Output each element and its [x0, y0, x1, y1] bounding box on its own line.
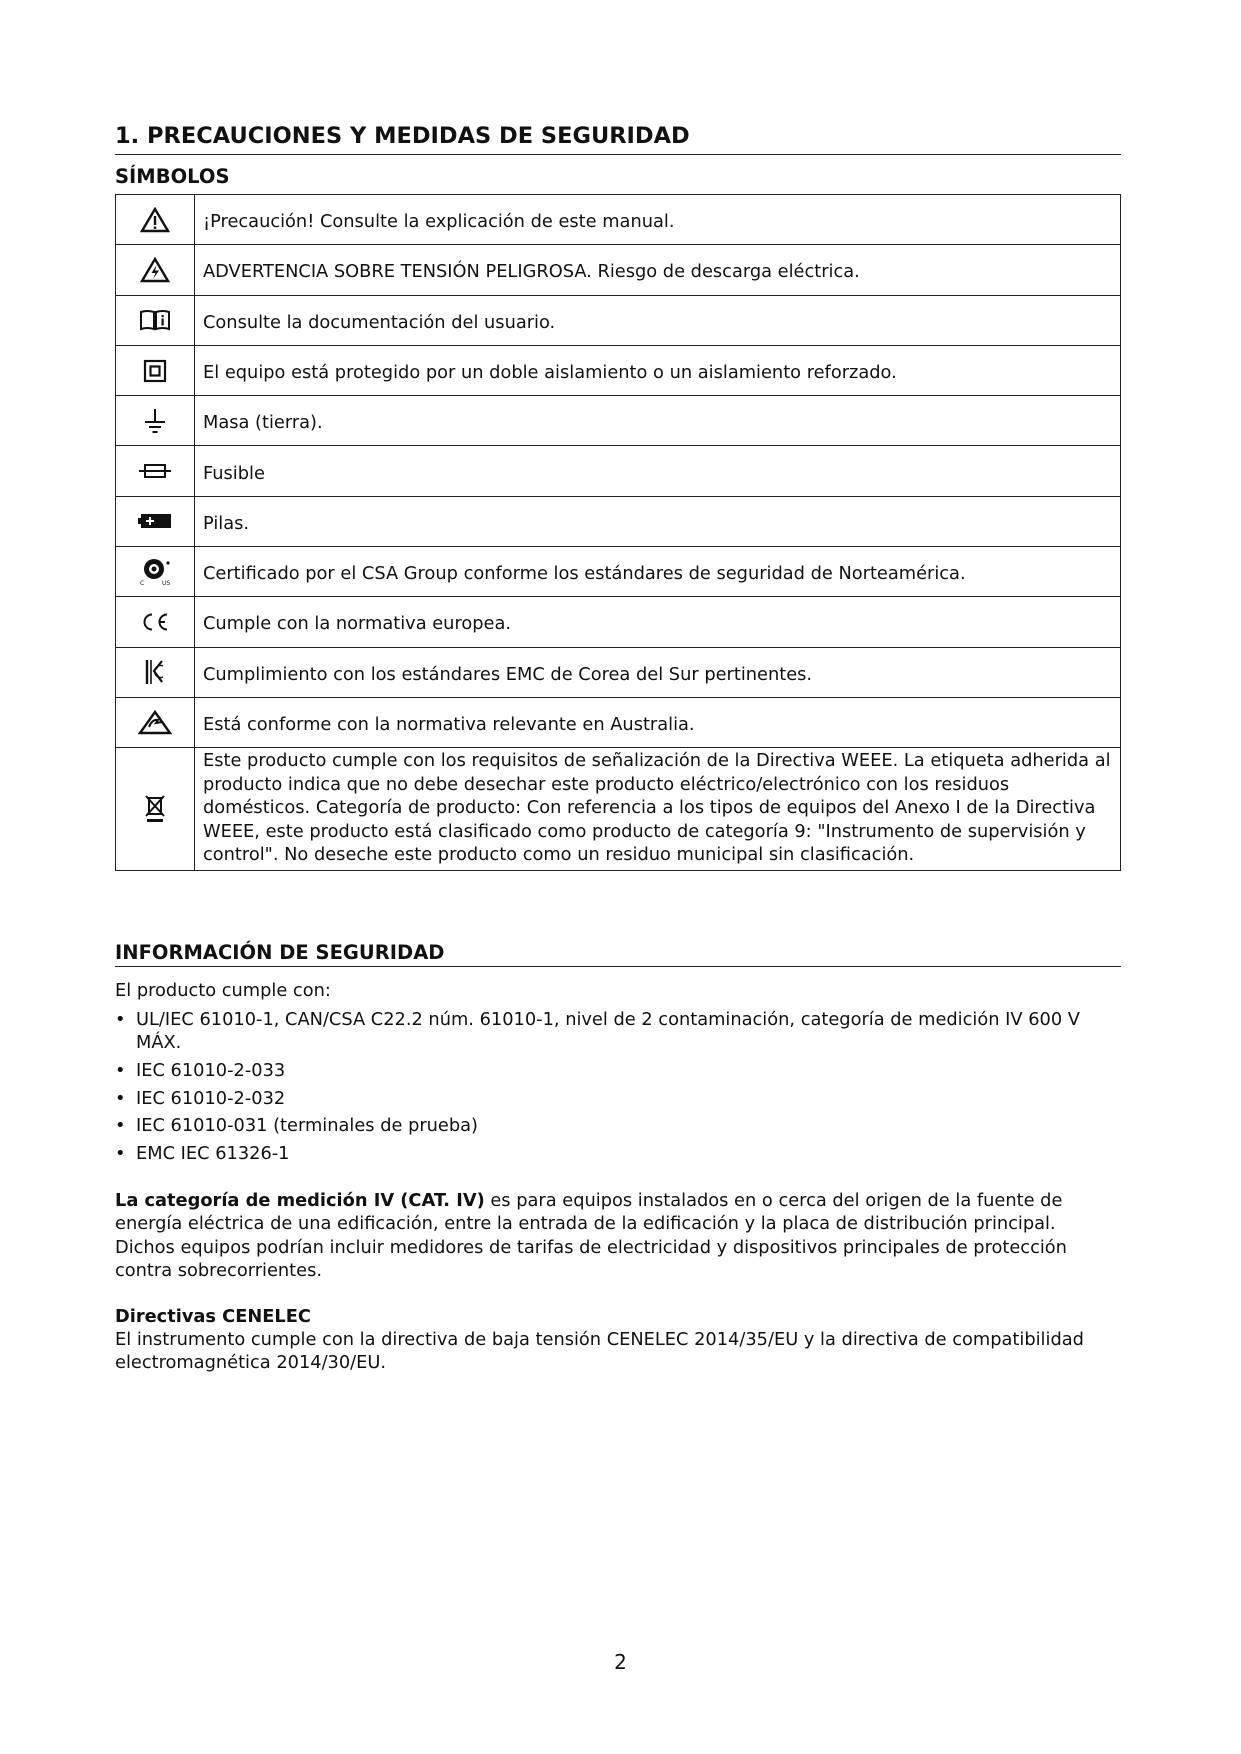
battery-icon [116, 496, 195, 546]
symbol-row [116, 245, 1121, 295]
fuse-icon [116, 446, 195, 496]
safety-intro: El producto cumple con: [115, 980, 331, 1001]
symbol-description: Consulte la documentación del usuario. [195, 295, 1121, 345]
csa-mark-c: C [140, 579, 145, 587]
symbol-row [116, 547, 1121, 597]
symbols-heading: SÍMBOLOS [115, 165, 230, 188]
csa-mark-icon [116, 547, 195, 597]
caution-triangle-icon [116, 195, 195, 245]
symbols-table [115, 194, 1121, 871]
symbol-row [116, 697, 1121, 747]
ce-mark-icon [116, 597, 195, 647]
double-insulation-icon [116, 345, 195, 395]
page-number: 2 [614, 1650, 627, 1674]
symbol-row [116, 496, 1121, 546]
symbol-row [116, 396, 1121, 446]
kc-mark-icon [116, 647, 195, 697]
symbol-row [116, 748, 1121, 871]
rcm-mark-icon [116, 697, 195, 747]
symbol-row [116, 345, 1121, 395]
symbol-row [116, 597, 1121, 647]
symbol-row [116, 295, 1121, 345]
symbol-description: Cumplimiento con los estándares EMC de Corea del Sur pertinentes. [195, 647, 1121, 697]
symbol-description: Está conforme con la normativa relevante en Australia. [195, 697, 1121, 747]
symbol-description: ADVERTENCIA SOBRE TENSIÓN PELIGROSA. Riesgo de descarga eléctrica. [195, 245, 1121, 295]
list-item: • EMC IEC 61326-1 [115, 1142, 1115, 1165]
list-item: • IEC 61010-2-032 [115, 1087, 1115, 1110]
symbol-description: El equipo está protegido por un doble aislamiento o un aislamiento reforzado. [195, 345, 1121, 395]
standards-list [115, 1008, 1115, 1170]
high-voltage-triangle-icon [116, 245, 195, 295]
symbol-description: Cumple con la normativa europea. [195, 597, 1121, 647]
safety-heading: INFORMACIÓN DE SEGURIDAD [115, 942, 1121, 967]
list-item: • IEC 61010-2-033 [115, 1059, 1115, 1082]
list-item: • UL/IEC 61010-1, CAN/CSA C22.2 núm. 61010-1, nivel de 2 contaminación, categoría de medición IV 600 V MÁX. [115, 1008, 1115, 1054]
directives-title: Directivas CENELEC [115, 1306, 311, 1327]
symbol-description: Masa (tierra). [195, 396, 1121, 446]
symbol-description: Pilas. [195, 496, 1121, 546]
symbol-row [116, 446, 1121, 496]
cat-iv-text: es para equipos instalados en o cerca del origen de la fuente de energía eléctrica de una edificación, entre la entrada de la edificación y la placa de distribución principal. Dichos equipos podrían incluir medidores de tarifas de electricidad y dispositivos principales de protección contra sobrecorrientes. [115, 1190, 1067, 1281]
symbol-row [116, 647, 1121, 697]
symbol-description: Fusible [195, 446, 1121, 496]
symbol-description: Este producto cumple con los requisitos de señalización de la Directiva WEEE. La etiqueta adherida al producto indica que no debe desechar este producto eléctrico/electrónico con los residuos domésticos. Categoría de producto: Con referencia a los tipos de equipos del Anexo I de la Directiva WEEE, este producto está clasificado como producto de categoría 9: "Instrumento de supervisión y control". No deseche este producto como un residuo municipal sin clasificación. [195, 748, 1121, 871]
user-manual-icon [116, 295, 195, 345]
csa-mark-us: US [162, 579, 171, 587]
cat-iv-paragraph [115, 1189, 1121, 1282]
symbol-row [116, 195, 1121, 245]
directives-text: El instrumento cumple con la directiva de baja tensión CENELEC 2014/35/EU y la directiva de compatibilidad electromagnética 2014/30/EU. [115, 1329, 1084, 1374]
symbol-description: ¡Precaución! Consulte la explicación de este manual. [195, 195, 1121, 245]
symbol-description: Certificado por el CSA Group conforme los estándares de seguridad de Norteamérica. [195, 547, 1121, 597]
ground-icon [116, 396, 195, 446]
cat-iv-term: La categoría de medición IV (CAT. IV) [115, 1190, 485, 1211]
section-heading: 1. PRECAUCIONES Y MEDIDAS DE SEGURIDAD [115, 124, 1121, 155]
list-item: • IEC 61010-031 (terminales de prueba) [115, 1114, 1115, 1137]
weee-bin-icon [116, 748, 195, 871]
